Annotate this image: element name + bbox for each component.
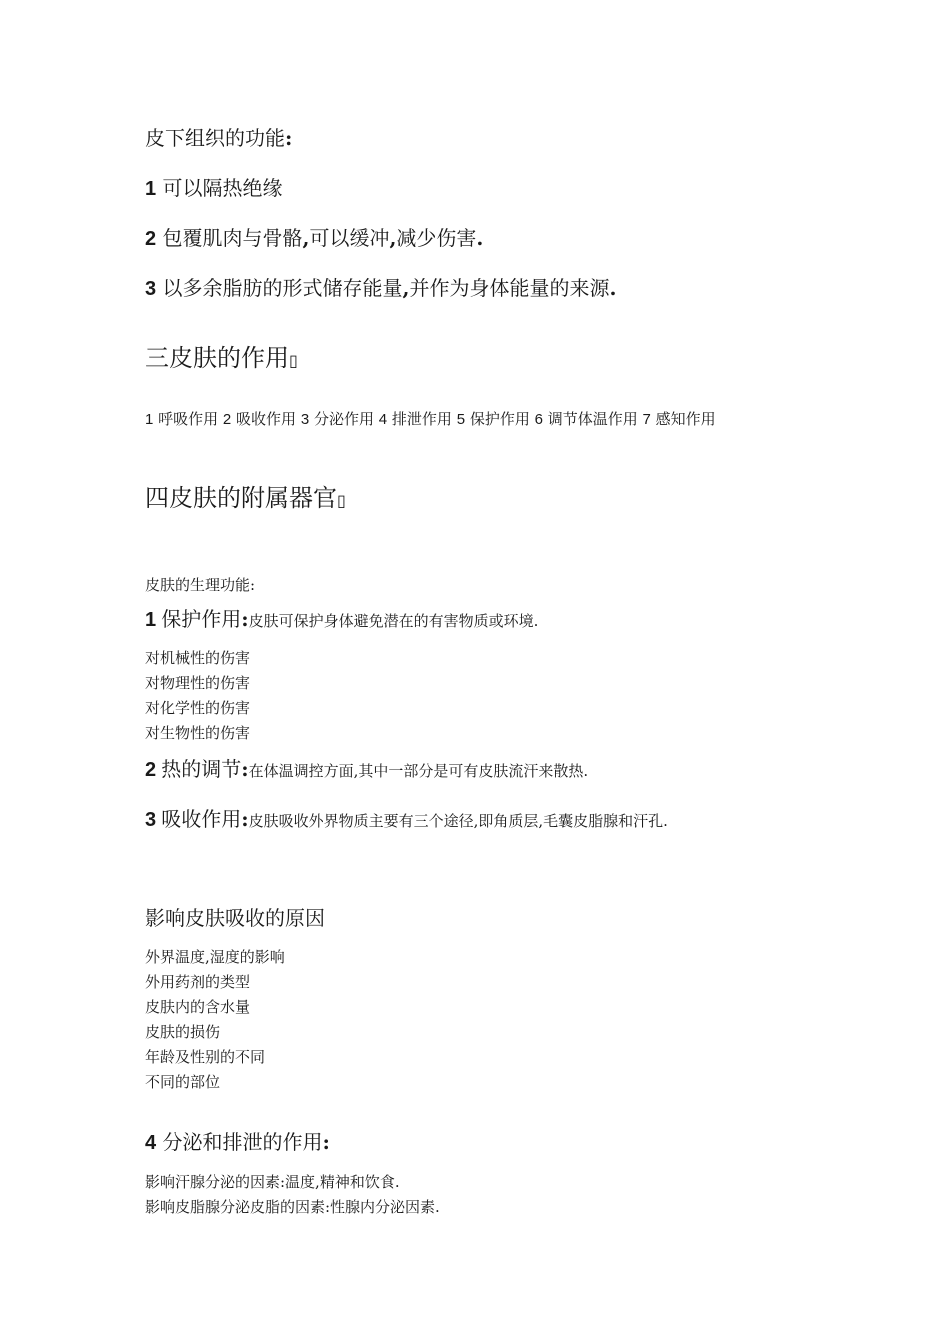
absorption-factor: 皮肤的损伤 xyxy=(145,1023,221,1041)
harm-item: 对生物性的伤害 xyxy=(145,724,251,742)
absorption-factor: 不同的部位 xyxy=(145,1073,221,1091)
secretion-lines xyxy=(145,1170,440,1220)
section-heading-skin-functions: 三皮肤的作用▯ xyxy=(145,344,298,372)
secretion-line: 影响皮脂腺分泌皮脂的因素:性腺内分泌因素. xyxy=(145,1198,440,1216)
missing-glyph-icon: ▯ xyxy=(289,351,298,370)
skin-function-list: 1 呼吸作用 2 吸收作用 3 分泌作用 4 排泄作用 5 保护作用 6 调节体温作用 7 感知作用 xyxy=(145,410,716,428)
subcutaneous-item: 1 可以隔热绝缘 xyxy=(145,176,283,200)
subcutaneous-item: 3 以多余脂肪的形式储存能量,并作为身体能量的来源. xyxy=(145,276,617,300)
physiology-title: 皮肤的生理功能: xyxy=(145,576,256,594)
harm-list xyxy=(145,646,250,746)
absorption-factor: 外用药剂的类型 xyxy=(145,973,251,991)
secretion-heading: 4 分泌和排泄的作用: xyxy=(145,1130,330,1154)
heat-regulation-item: 2 热的调节:在体温调控方面,其中一部分是可有皮肤流汗来散热. xyxy=(145,757,589,781)
secretion-line: 影响汗腺分泌的因素:温度,精神和饮食. xyxy=(145,1173,400,1191)
missing-glyph-icon: ▯ xyxy=(337,491,346,510)
absorption-factor: 皮肤内的含水量 xyxy=(145,998,251,1016)
absorption-factor-list xyxy=(145,945,285,1095)
absorption-factors-heading: 影响皮肤吸收的原因 xyxy=(145,906,325,930)
harm-item: 对物理性的伤害 xyxy=(145,674,251,692)
absorption-factor: 年龄及性别的不同 xyxy=(145,1048,266,1066)
subcutaneous-title: 皮下组织的功能: xyxy=(145,126,293,150)
subcutaneous-item: 2 包覆肌肉与骨骼,可以缓冲,减少伤害. xyxy=(145,226,484,250)
section-heading-skin-appendages: 四皮肤的附属器官▯ xyxy=(145,484,346,512)
harm-item: 对化学性的伤害 xyxy=(145,699,251,717)
absorption-factor: 外界温度,湿度的影响 xyxy=(145,948,285,966)
harm-item: 对机械性的伤害 xyxy=(145,649,251,667)
absorb-item: 3 吸收作用:皮肤吸收外界物质主要有三个途径,即角质层,毛囊皮脂腺和汗孔. xyxy=(145,807,668,831)
protect-item: 1 保护作用:皮肤可保护身体避免潜在的有害物质或环境. xyxy=(145,607,539,631)
